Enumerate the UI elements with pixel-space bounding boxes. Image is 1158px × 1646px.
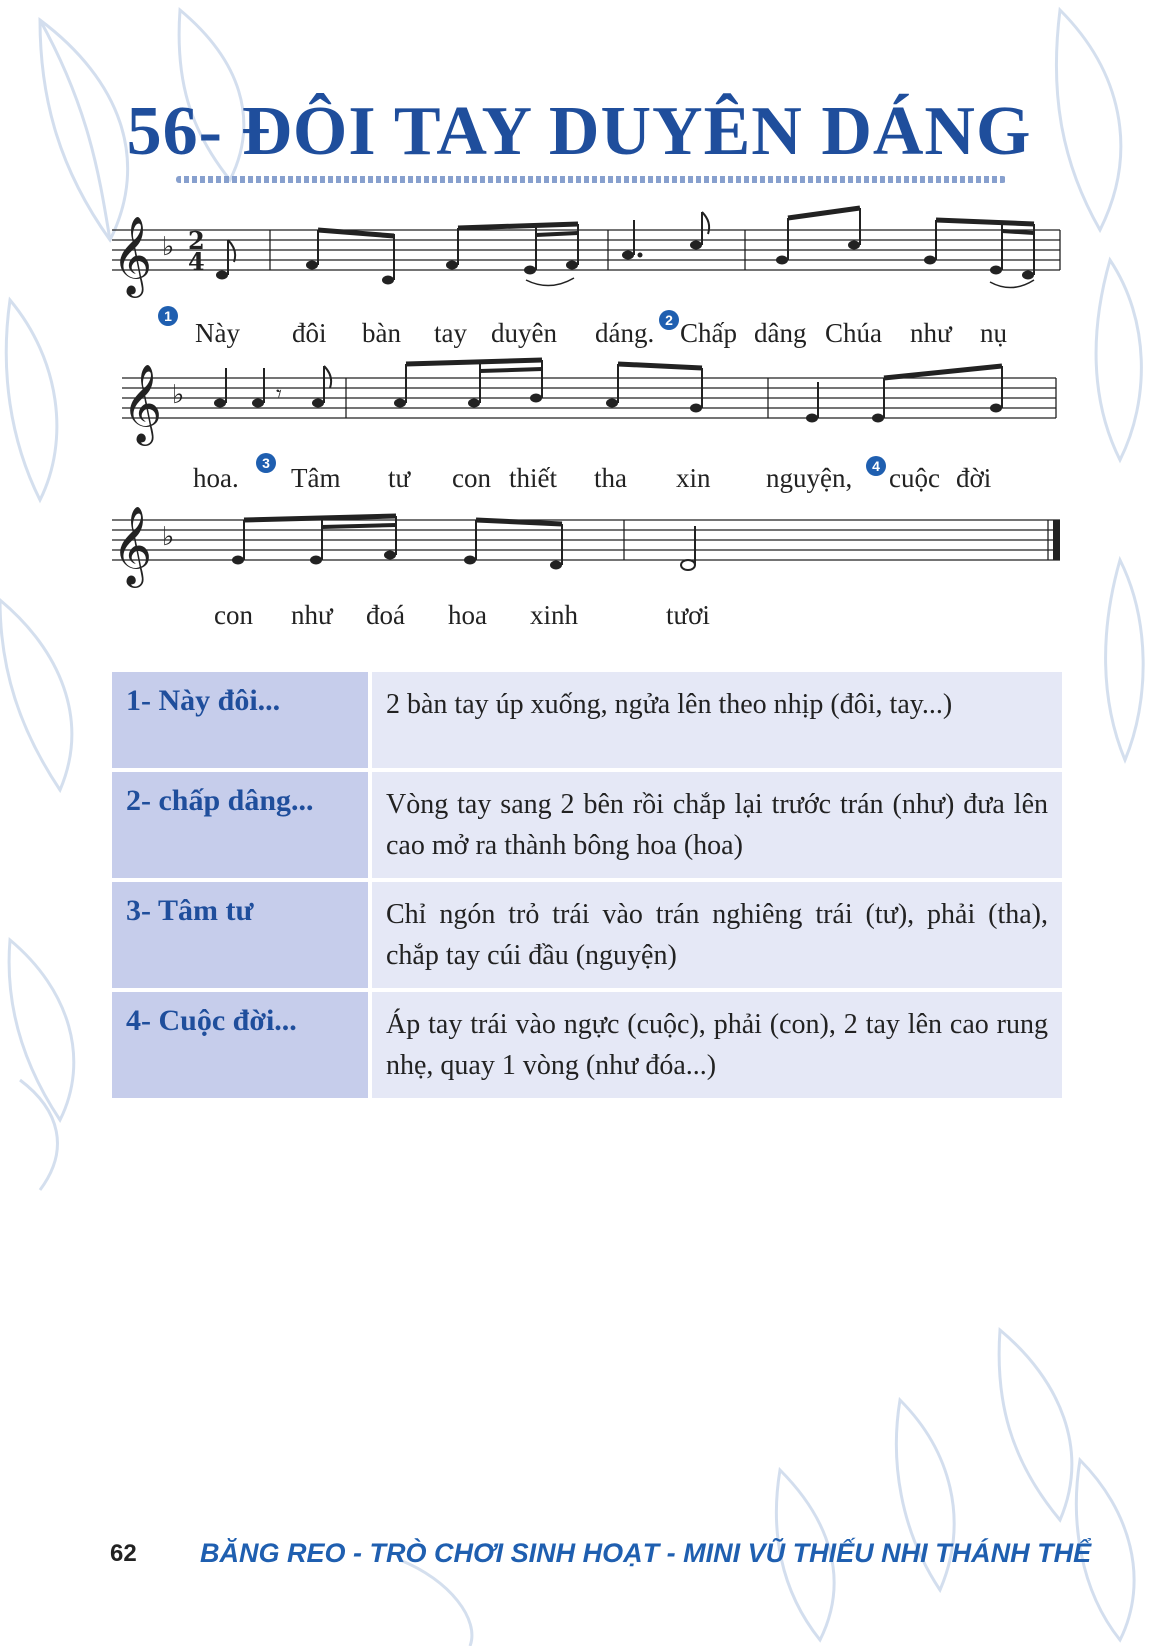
lyric-word: như xyxy=(910,318,952,348)
lyric-word: Tâm xyxy=(291,463,341,493)
lyric-word: hoa. xyxy=(193,463,239,493)
movement-label: 4- Cuộc đời... xyxy=(112,992,372,1098)
lyric-word: như xyxy=(291,600,333,630)
lyric-word: tươi xyxy=(666,600,710,630)
lyric-word: hoa xyxy=(448,600,487,630)
lyric-word: xinh xyxy=(530,600,579,630)
lyric-word: đời xyxy=(956,463,992,493)
lyric-word: cuộc xyxy=(889,463,940,493)
staff-line-2 xyxy=(0,356,1158,466)
lyric-word: xin xyxy=(676,463,711,493)
lyric-badge-3: 3 xyxy=(256,453,276,473)
song-title: 56- ĐÔI TAY DUYÊN DÁNG xyxy=(126,93,1032,170)
movement-description: Vòng tay sang 2 bên rồi chắp lại trước trán (như) đưa lên cao mở ra thành bông hoa (hoa) xyxy=(372,772,1062,878)
lyric-word: Chấp xyxy=(680,318,737,348)
lyric-word: nụ xyxy=(980,318,1007,348)
treble-clef: 𝄞 xyxy=(112,216,153,295)
lyric-word: bàn xyxy=(362,318,401,348)
lyric-word: thiết xyxy=(509,463,557,493)
lyric-word: đoá xyxy=(366,600,405,630)
lyric-word: dáng. xyxy=(595,318,655,348)
lyric-word: nguyện, xyxy=(766,463,853,493)
lyric-word: Này xyxy=(195,318,240,348)
movement-label: 1- Này đôi... xyxy=(112,672,372,768)
title-underline xyxy=(176,176,1006,183)
time-signature-top: 2 xyxy=(188,226,205,255)
svg-text:𝄾: 𝄾 xyxy=(276,382,282,407)
time-signature-bottom: 4 xyxy=(188,247,205,276)
lyric-badge-4: 4 xyxy=(866,456,886,476)
staff-line-3 xyxy=(0,496,1158,606)
table-row xyxy=(112,882,1062,988)
movement-description: Chỉ ngón trỏ trái vào trán nghiêng trái (tư), phải (tha), chắp tay cúi đầu (nguyện) xyxy=(372,882,1062,988)
lyric-word: duyên xyxy=(491,318,557,348)
treble-clef: 𝄞 xyxy=(112,506,153,585)
movement-description: Áp tay trái vào ngực (cuộc), phải (con), 2 tay lên cao rung nhẹ, quay 1 vòng (như đóa...) xyxy=(372,992,1062,1098)
lyric-word: con xyxy=(214,600,253,630)
table-row xyxy=(112,992,1062,1098)
lyric-word: tha xyxy=(594,463,627,493)
flat-sign: ♭ xyxy=(162,522,175,552)
flat-sign: ♭ xyxy=(172,380,185,410)
movements-table xyxy=(112,668,1062,1102)
lyric-badge-2: 2 xyxy=(659,310,679,330)
movement-label: 2- chấp dâng... xyxy=(112,772,372,878)
lyric-word: Chúa xyxy=(825,318,882,348)
movement-description: 2 bàn tay úp xuống, ngửa lên theo nhịp (đôi, tay...) xyxy=(372,672,1062,768)
lyric-word: tư xyxy=(388,463,411,493)
flat-sign: ♭ xyxy=(162,232,175,262)
staff-line-1 xyxy=(0,200,1158,310)
lyric-word: tay xyxy=(434,318,467,348)
page-number: 62 xyxy=(110,1540,137,1567)
table-row xyxy=(112,672,1062,768)
table-row xyxy=(112,772,1062,878)
book-title: BĂNG REO - TRÒ CHƠI SINH HOẠT - MINI VŨ THIẾU NHI THÁNH THỂ xyxy=(200,1538,1092,1568)
lyric-word: dâng xyxy=(754,318,807,348)
treble-clef: 𝄞 xyxy=(122,364,163,443)
lyric-badge-1: 1 xyxy=(158,306,178,326)
lyric-word: con xyxy=(452,463,491,493)
lyric-word: đôi xyxy=(292,318,327,348)
movement-label: 3- Tâm tư xyxy=(112,882,372,988)
